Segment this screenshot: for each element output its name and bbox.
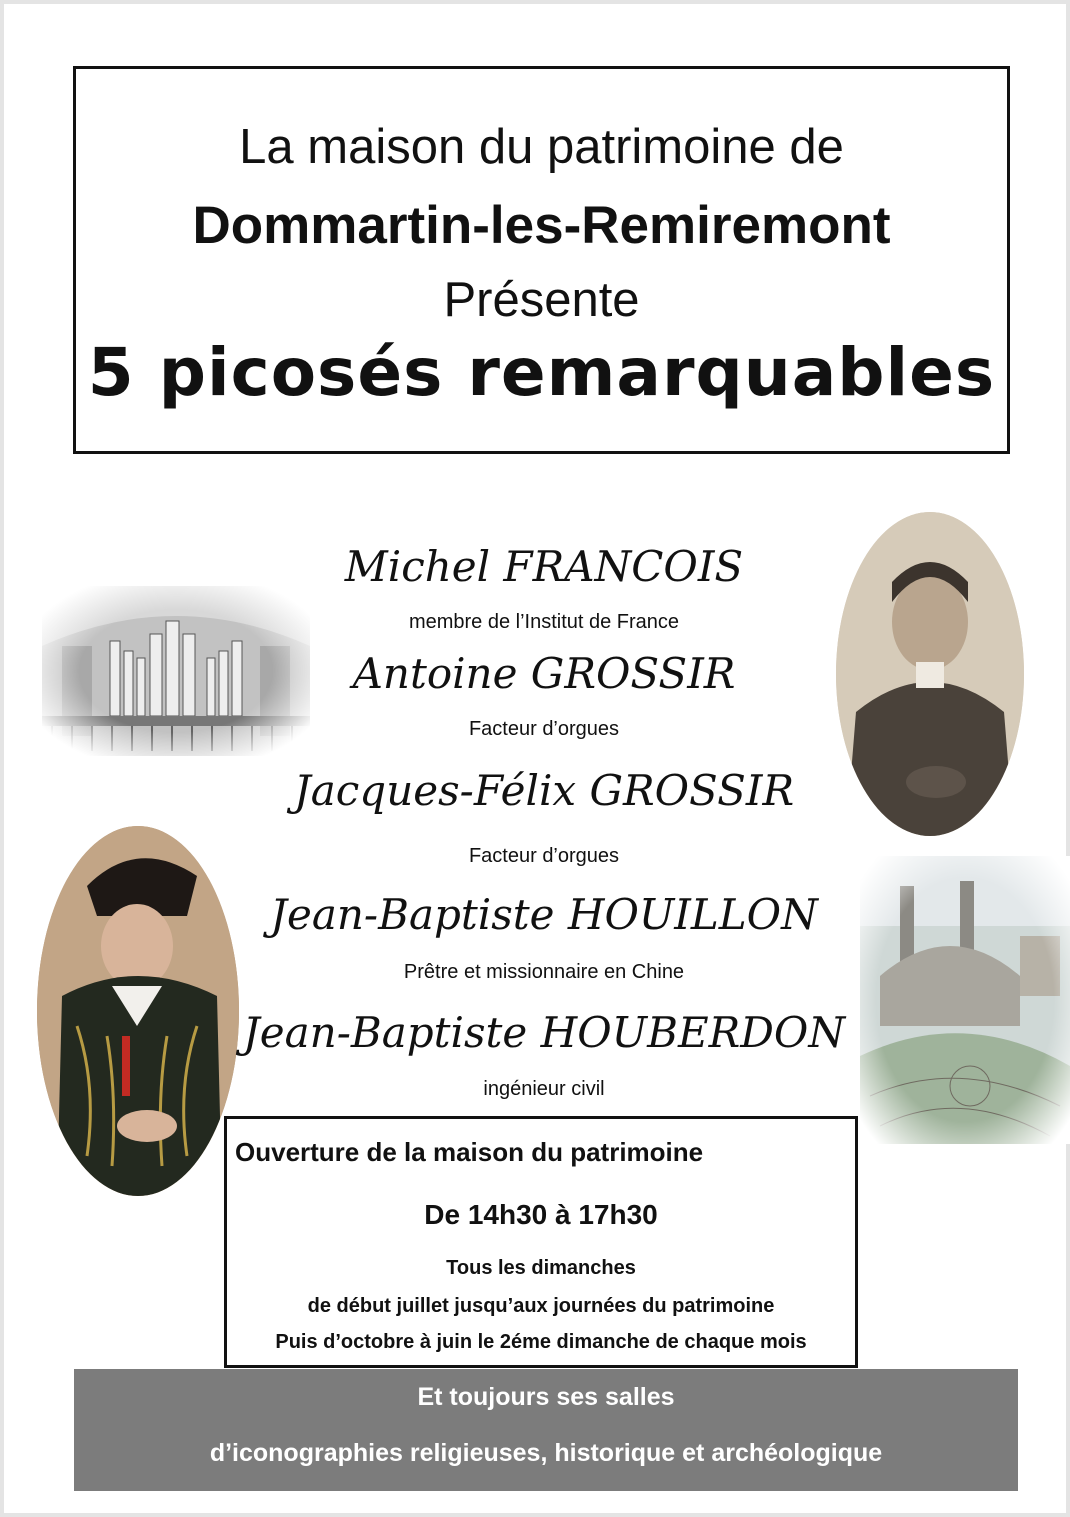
title-main: 5 picosés remarquables	[87, 334, 996, 411]
poster-page	[4, 4, 1066, 1513]
title-presents: Présente	[443, 273, 640, 327]
person-name-4: Jean-Baptiste HOUILLON	[270, 890, 818, 939]
opening-line-2: de début juillet jusqu’aux journées du patrimoine	[307, 1295, 775, 1317]
footer-line-1: Et toujours ses salles	[417, 1383, 675, 1411]
footer-line-2: d’iconographies religieuses, historique et archéologique	[209, 1439, 883, 1467]
person-name-2: Antoine GROSSIR	[352, 649, 736, 698]
person-name-3: Jacques-Félix GROSSIR	[293, 766, 795, 815]
person-role-1: membre de l’Institut de France	[408, 611, 680, 633]
person-name-1: Michel FRANCOIS	[344, 542, 744, 591]
opening-title: Ouverture de la maison du patrimoine	[235, 1137, 704, 1167]
title-line-1: La maison du patrimoine de	[239, 120, 844, 174]
person-role-2: Facteur d’orgues	[468, 718, 620, 740]
opening-line-3: Puis d’octobre à juin le 2éme dimanche de chaque mois	[275, 1331, 807, 1353]
person-role-5: ingénieur civil	[483, 1078, 605, 1100]
person-role-4: Prêtre et missionnaire en Chine	[403, 961, 685, 983]
opening-line-1: Tous les dimanches	[446, 1257, 636, 1279]
person-role-3: Facteur d’orgues	[468, 845, 620, 867]
opening-hours: De 14h30 à 17h30	[424, 1199, 658, 1230]
person-name-5: Jean-Baptiste HOUBERDON	[242, 1008, 846, 1057]
footer-banner	[74, 1369, 1018, 1491]
title-box	[73, 66, 1010, 454]
opening-hours-box	[224, 1116, 858, 1368]
title-place: Dommartin-les-Remiremont	[192, 196, 891, 255]
